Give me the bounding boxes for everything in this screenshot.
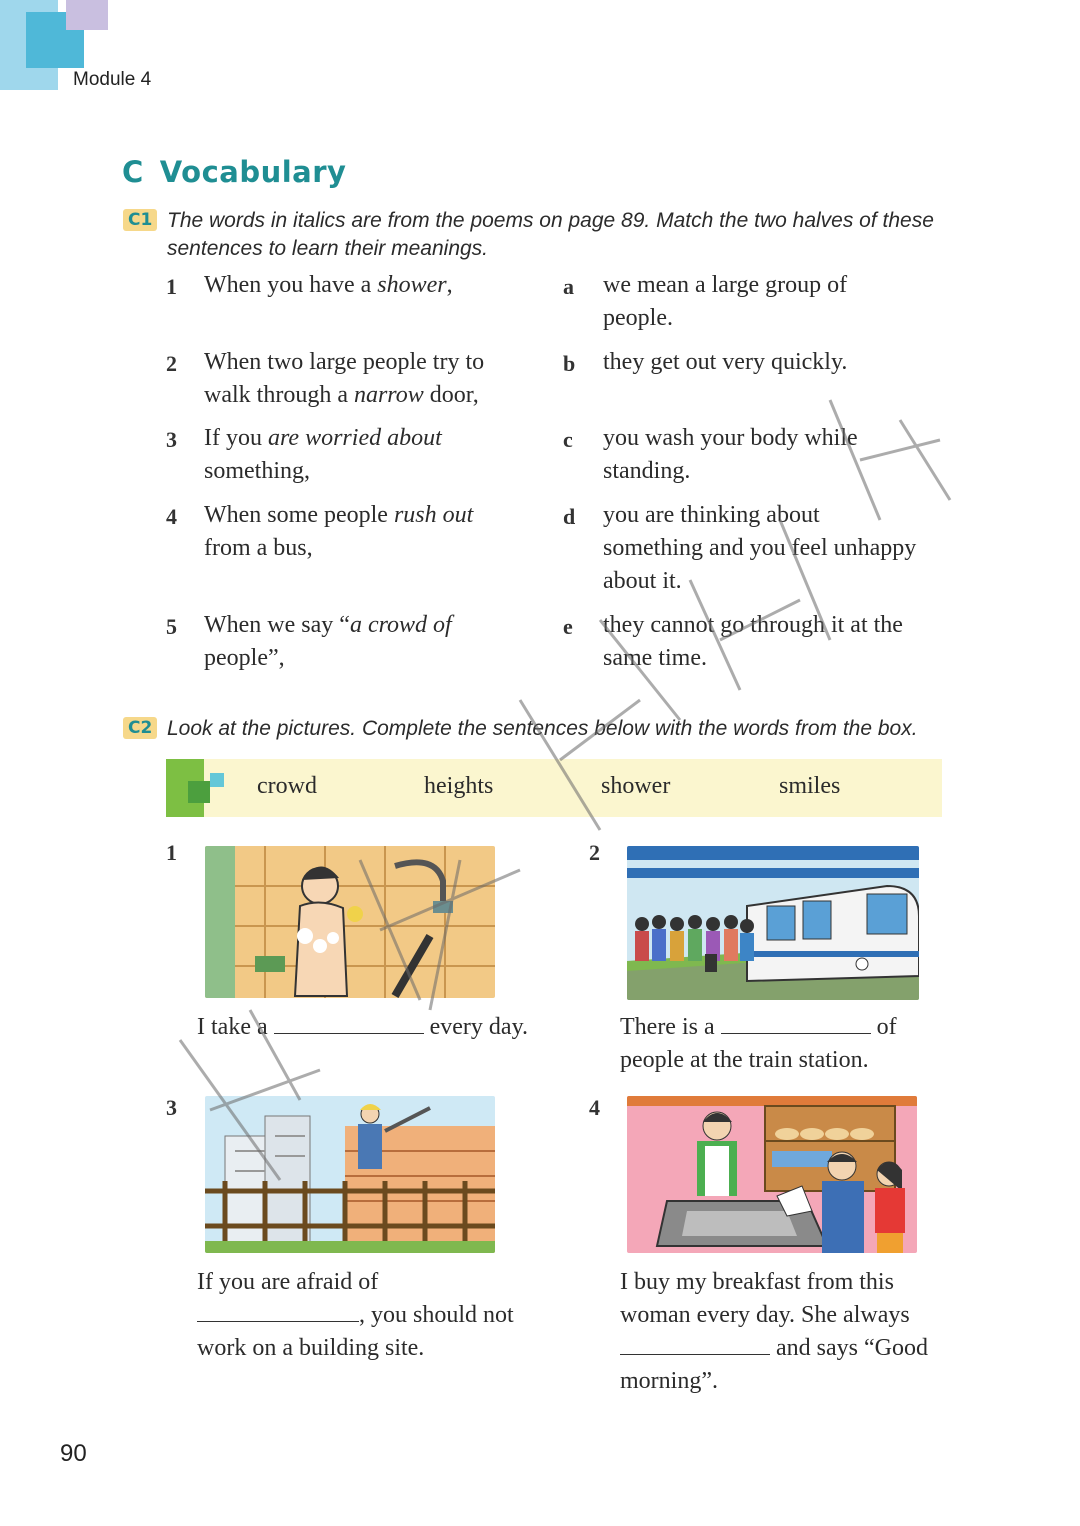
train-station-illustration xyxy=(627,846,919,1000)
item-number: 4 xyxy=(166,504,177,529)
sentence-end-e: they cannot go through it at the same time. xyxy=(603,612,903,671)
section-title xyxy=(122,155,346,189)
section-letter: C xyxy=(122,155,144,189)
item-number: 2 xyxy=(589,840,600,865)
sentence-start-5: When we say “a crowd of people”, xyxy=(204,612,452,671)
item-number: 3 xyxy=(166,427,177,452)
match-letter: d xyxy=(563,504,576,529)
shower-illustration xyxy=(205,846,495,998)
c2-sentence-1: I take a every day. xyxy=(197,1014,529,1040)
c2-instruction: Look at the pictures. Complete the sentences below with the words from the box. xyxy=(167,717,918,740)
c2-sentence-2: There is a of people at the train station. xyxy=(620,1014,897,1073)
breakfast-shop-illustration xyxy=(627,1096,917,1253)
word-option: heights xyxy=(424,773,494,799)
module-label: Module 4 xyxy=(73,69,152,90)
answer-blank[interactable] xyxy=(620,1333,770,1355)
answer-blank[interactable] xyxy=(721,1012,871,1034)
sentence-start-2: When two large people try to walk through a narrow door, xyxy=(204,349,485,408)
c1-instruction-line1: The words in italics are from the poems on page 89. Match the two halves of these xyxy=(167,209,934,232)
match-letter: e xyxy=(563,614,573,639)
sentence-start-1: When you have a shower, xyxy=(204,272,453,298)
item-number: 5 xyxy=(166,614,177,639)
sentence-end-b: they get out very quickly. xyxy=(603,349,848,375)
c2-sentence-3: If you are afraid of , you should not work on a building site. xyxy=(197,1269,514,1361)
exercise-tag-c1: C1 xyxy=(123,209,157,231)
item-number: 4 xyxy=(589,1095,600,1120)
answer-blank[interactable] xyxy=(274,1012,424,1034)
item-number: 1 xyxy=(166,840,177,865)
word-option: smiles xyxy=(779,773,841,799)
word-option: shower xyxy=(601,773,671,799)
sentence-end-d: you are thinking about something and you feel unhappy about it. xyxy=(603,502,917,594)
building-site-illustration xyxy=(205,1096,495,1253)
section-name: Vocabulary xyxy=(159,155,347,189)
sentence-end-c: you wash your body while standing. xyxy=(603,425,858,484)
word-option: crowd xyxy=(257,773,317,799)
item-number: 1 xyxy=(166,274,177,299)
sentence-start-4: When some people rush out from a bus, xyxy=(204,502,474,561)
match-letter: a xyxy=(563,274,574,299)
item-number: 3 xyxy=(166,1095,177,1120)
sentence-end-a: we mean a large group of people. xyxy=(603,272,848,331)
c2-sentence-4: I buy my breakfast from this woman every day. She always and says “Good morning”. xyxy=(620,1269,928,1394)
exercise-tag-c2: C2 xyxy=(123,717,157,739)
word-box xyxy=(166,759,942,817)
sentence-start-3: If you are worried about something, xyxy=(204,425,442,484)
page-number: 90 xyxy=(60,1440,87,1467)
match-letter: b xyxy=(563,351,576,376)
answer-blank[interactable] xyxy=(197,1300,359,1322)
item-number: 2 xyxy=(166,351,177,376)
c1-instruction-line2: sentences to learn their meanings. xyxy=(167,237,489,260)
match-letter: c xyxy=(563,427,573,452)
